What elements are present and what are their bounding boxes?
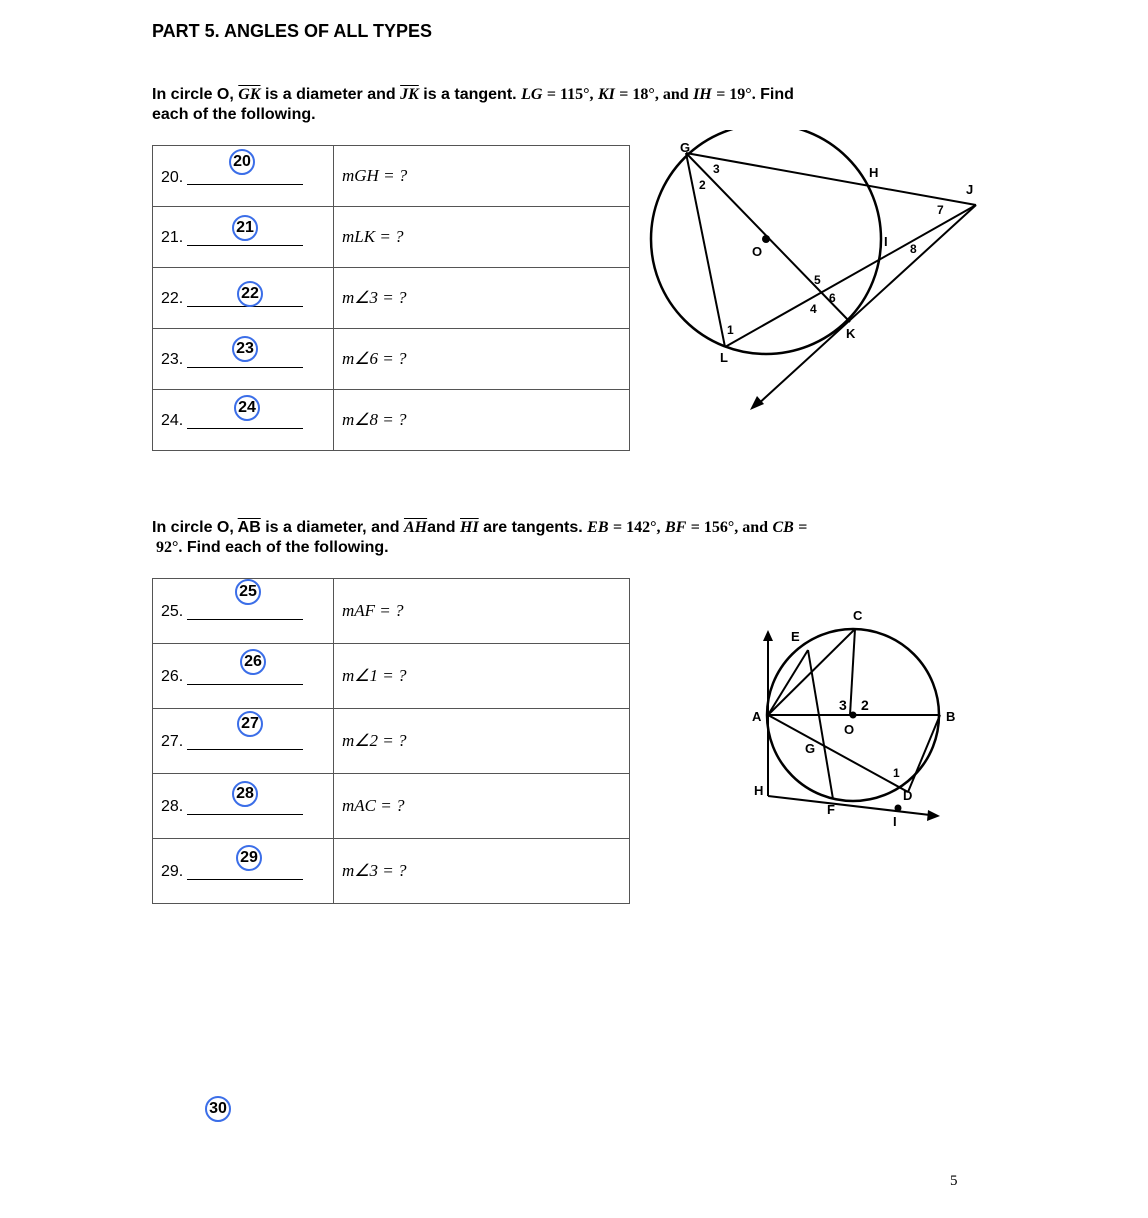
question-number: 22. [161,290,184,307]
answer-blank[interactable] [187,814,303,815]
arc-CB: CB [772,519,794,536]
question-expression: m∠2 = ? [334,709,630,774]
answer-blank[interactable] [187,684,303,685]
question-expression: m∠8 = ? [334,390,630,451]
table-row [153,329,630,390]
circle-diagram-1 [640,130,990,420]
question-badge: 23 [232,336,258,362]
segment-JK: $\overline{JK}$ [400,86,419,103]
tangent-arrowhead-up [763,630,773,641]
page-title: PART 5. ANGLES OF ALL TYPES [152,21,433,41]
section2-table [152,578,630,904]
angle-8-label: 8 [910,242,917,256]
question-number: 25. [161,603,184,620]
angle-2-label: 2 [699,178,706,192]
center-dot [762,235,770,243]
question-number: 24. [161,412,184,429]
tangent-jk [756,205,976,406]
answer-blank[interactable] [187,245,303,246]
question-badge: 28 [232,781,258,807]
angle-1-label: 1 [727,323,734,337]
question-badge: 26 [240,649,266,675]
answer-blank[interactable] [187,749,303,750]
question-expression: m∠1 = ? [334,644,630,709]
tangent-arrowhead [750,396,764,410]
table-row [153,774,630,839]
table-row [153,579,630,644]
question-badge: 20 [229,149,255,175]
angle-3-label: 3 [839,697,847,713]
table-row [153,644,630,709]
answer-blank[interactable] [187,879,303,880]
label-e: E [791,629,800,644]
question-badge: 22 [237,281,263,307]
table-row [153,146,630,207]
label-d: D [903,788,913,803]
segment-AB: $\overline{AB}$ [237,519,261,536]
label-g: G [805,741,816,756]
line-AH: $\overline{AH}$ [403,519,428,536]
angle-1-label: 1 [893,766,900,780]
question-expression: mGH = ? [334,146,630,207]
line-HI: $\overline{HI}$ [460,519,479,536]
label-i: I [893,814,897,829]
segment-co [850,629,855,715]
arc-KI: KI [597,86,615,103]
question-number: 28. [161,798,184,815]
question-number: 20. [161,169,184,186]
tangent-arrowhead-right [927,810,940,821]
answer-blank[interactable] [187,428,303,429]
arc-IH: IH [693,86,712,103]
page-number: 5 [950,1173,958,1189]
question-expression: m∠3 = ? [334,839,630,904]
question-number: 21. [161,229,184,246]
table-row [153,839,630,904]
question-number: 26. [161,668,184,685]
question-expression: mAF = ? [334,579,630,644]
question-badge: 29 [236,845,262,871]
chord-bd [908,715,940,792]
question-badge: 25 [235,579,261,605]
question-expression: m∠6 = ? [334,329,630,390]
label-b: B [946,709,956,724]
arc-EB: EB [587,519,609,536]
circle-diagram-2 [745,600,975,830]
question-badge: 24 [234,395,260,421]
answer-blank[interactable] [187,184,303,185]
table-row [153,709,630,774]
arc-BF: BF [664,519,687,536]
point-i-dot [895,805,902,812]
question-number: 27. [161,733,184,750]
label-c: C [853,608,863,623]
label-h: H [754,783,764,798]
angle-6-label: 6 [829,291,836,305]
answer-blank[interactable] [187,367,303,368]
segment-GK: $\overline{GK}$ [238,86,261,103]
answer-blank[interactable] [187,619,303,620]
question-expression: m∠3 = ? [334,268,630,329]
question-badge: 27 [237,711,263,737]
label-a: A [752,709,762,724]
label-o: O [844,722,855,737]
angle-7-label: 7 [937,203,944,217]
question-badge-30: 30 [205,1096,231,1122]
label-i: I [884,234,888,249]
table-row [153,268,630,329]
question-badge: 21 [232,215,258,241]
angle-2-label: 2 [861,697,869,713]
arc-LG: LG [521,86,543,103]
label-l: L [720,350,728,365]
chord-ad [768,715,908,792]
center-dot [850,712,857,719]
question-number: 29. [161,863,184,880]
label-g: G [680,140,691,155]
question-expression: mLK = ? [334,207,630,268]
table-row [153,207,630,268]
table-row [153,390,630,451]
label-j: J [966,182,974,197]
section2-prompt: In circle O, $\overline{AB}$ is a diameter, and $\overline{AH}and$ $\overline{HI}$ are tangents. EB = 142°, BF = 156°, and CB = 92°. Find each of the following. [152,519,808,556]
section1-table [152,145,630,451]
label-h: H [869,165,879,180]
question-number: 23. [161,351,184,368]
angle-4-label: 4 [810,302,817,316]
label-f: F [827,802,835,817]
question-expression: mAC = ? [334,774,630,839]
label-o: O [752,244,763,259]
label-k: K [846,326,856,341]
angle-3-label: 3 [713,162,720,176]
angle-5-label: 5 [814,273,821,287]
section1-prompt: In circle O, $\overline{GK}$ is a diameter and $\overline{JK}$ is a tangent. LG = 115°, KI = 18°, and IH = 19°. Find each of the following. [152,86,794,123]
